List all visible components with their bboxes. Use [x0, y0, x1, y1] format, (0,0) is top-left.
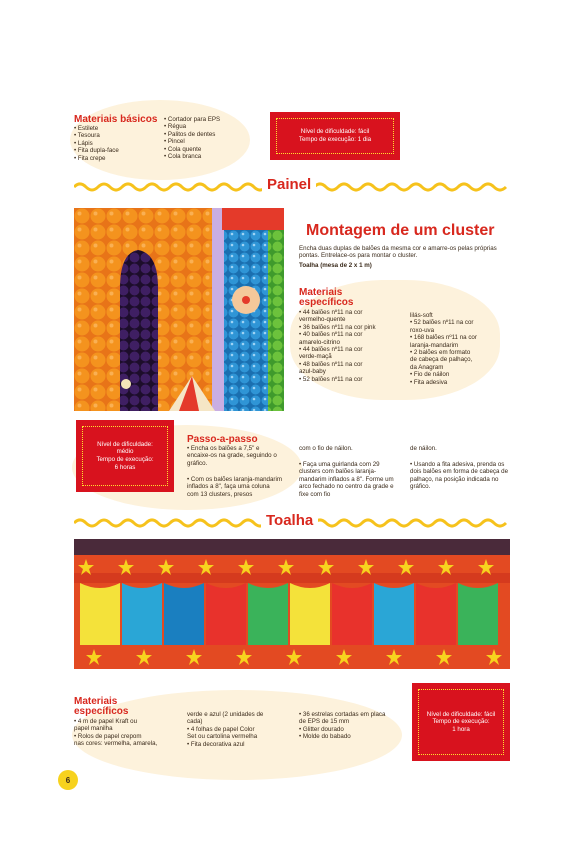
list-item: • Cortador para EPS [164, 116, 221, 123]
steps-col3-b: • Usando a fita adesiva, prenda os dois balões em forma de cabeça de palhaço, na posição indicada no gráfico. [410, 461, 509, 491]
list-item: de EPS de 15 mm [299, 718, 350, 726]
list-item: • Palitos de dentes [164, 130, 216, 138]
steps-title: Passo-a-passo [187, 434, 258, 445]
list-item: • 36 estrelas cortadas em placa [299, 711, 386, 718]
materials-title [74, 697, 128, 717]
list-item: amarelo-citrino [299, 338, 340, 346]
list-item: • Régua [164, 123, 187, 131]
list-item: • Cola quente [164, 145, 202, 153]
materials-title-line1: Materiais [74, 696, 118, 707]
badge-difficulty: Nível de dificuldade: fácil [426, 710, 496, 718]
badge-time: Tempo de execução: [96, 456, 154, 463]
page-number: 6 [65, 775, 71, 785]
list-item: • 52 balões nº11 na cor [410, 319, 474, 327]
list-item: • Lápis [74, 139, 93, 147]
list-item: • Pincel [164, 138, 185, 146]
list-item: • Molde do babado [299, 733, 351, 741]
list-item: • 36 balões nº11 na cor pink [299, 323, 376, 331]
materials-title-line2: específicos [299, 297, 354, 308]
list-item: Set ou cartolina vermelha [187, 733, 258, 741]
badge-time-value: 1 hora [452, 725, 470, 733]
list-item: • 168 balões nº11 na cor [410, 334, 477, 342]
tablecloth-photo [74, 539, 510, 669]
basic-materials-col2 [164, 116, 220, 160]
list-item: • Fio de náilon [410, 371, 450, 379]
cluster-title: Montagem de um cluster [306, 222, 495, 239]
steps-col3-a: de náilon. [410, 445, 437, 452]
cluster-table-size: Toalha (mesa de 2 x 1 m) [299, 262, 372, 269]
list-item: nas cores: vermelha, amarela, [74, 740, 158, 748]
badge-time-value: 6 horas [114, 463, 136, 471]
list-item: • Cola branca [164, 153, 202, 161]
list-item: laranja-mandarim [410, 341, 459, 349]
materials-title-line1: Materiais [299, 287, 343, 298]
list-item: da Anagram [410, 363, 444, 371]
list-item: papel manilha [74, 725, 113, 733]
list-item: azul-baby [299, 368, 326, 376]
list-item: roxo-uva [410, 326, 435, 334]
list-item: verde e azul (2 unidades de [187, 711, 264, 718]
list-item: • 52 balões nº11 na cor [299, 375, 363, 383]
list-item: • 44 balões nº11 na cor [299, 346, 363, 354]
badge-time: Tempo de execução: [432, 718, 490, 726]
materials-list-col1 [299, 309, 376, 383]
list-item: • 2 balões em formato [410, 349, 471, 357]
list-item: verde-maçã [299, 353, 332, 361]
list-item: • 4 folhas de papel Color [187, 725, 255, 733]
materials-title-line2: específicos [74, 706, 129, 717]
list-item: • Fita decorativa azul [187, 740, 245, 748]
list-item: • 4 m de papel Kraft ou [74, 718, 138, 725]
list-item: lilás-soft [410, 312, 433, 319]
basic-materials-title: Materiais básicos [74, 114, 158, 125]
materials-list-col2 [187, 711, 263, 748]
list-item: vermelho-quente [299, 316, 346, 324]
list-item: • Rolos de papel crepom [74, 732, 142, 740]
page-number-badge [58, 770, 78, 790]
list-item: • Tesoura [74, 132, 100, 140]
list-item: • Fita dupla-face [74, 147, 119, 155]
list-item: • 44 balões nº11 na cor [299, 309, 363, 316]
section-title-painel: Painel [262, 176, 316, 193]
list-item: cada) [187, 718, 203, 726]
difficulty-badge [412, 683, 510, 761]
list-item: de cabeça de palhaço, [410, 356, 473, 364]
steps-col2-a: com o fio de náilon. [299, 445, 353, 452]
steps-col2-b: • Faça uma guirlanda com 29 clusters com balões laranja-mandarim inflados a 8". Forme um arco fechado no centro da grade e fixe com fio [299, 461, 394, 498]
list-item: • Glitter dourado [299, 725, 344, 733]
badge-difficulty: Nível de dificuldade: fácil [300, 128, 370, 136]
section-title-toalha: Toalha [261, 512, 318, 529]
badge-difficulty-value: médio [116, 448, 134, 456]
difficulty-badge [270, 112, 400, 160]
steps-col1-a: • Encha os balões a 7,5" e encaixe-os na grade, seguindo o gráfico. [187, 445, 277, 467]
steps-col1-b: • Com os balões laranja-mandarim inflados a 8", faça uma coluna com 13 clusters, presos [187, 476, 283, 498]
basic-materials-col1 [74, 125, 119, 162]
difficulty-badge [76, 420, 174, 492]
balloon-panel-photo [74, 208, 284, 411]
materials-list-col1 [74, 718, 157, 748]
cluster-intro: Encha duas duplas de balões da mesma cor e amarre-os pelas próprias pontas. Entrelace-os para montar o cluster. [299, 245, 497, 260]
materials-list-col3 [299, 711, 385, 741]
list-item: • 48 balões nº11 na cor [299, 360, 363, 368]
list-item: • Estilete [74, 125, 99, 132]
badge-difficulty: Nível de dificuldade: [97, 440, 153, 448]
list-item: • Fita crepe [74, 154, 106, 162]
materials-title [299, 288, 353, 308]
list-item: • 40 balões nº11 na cor [299, 331, 363, 339]
list-item: • Fita adesiva [410, 378, 448, 386]
badge-time: Tempo de execução: 1 dia [298, 136, 372, 143]
materials-list-col2 [410, 312, 477, 386]
